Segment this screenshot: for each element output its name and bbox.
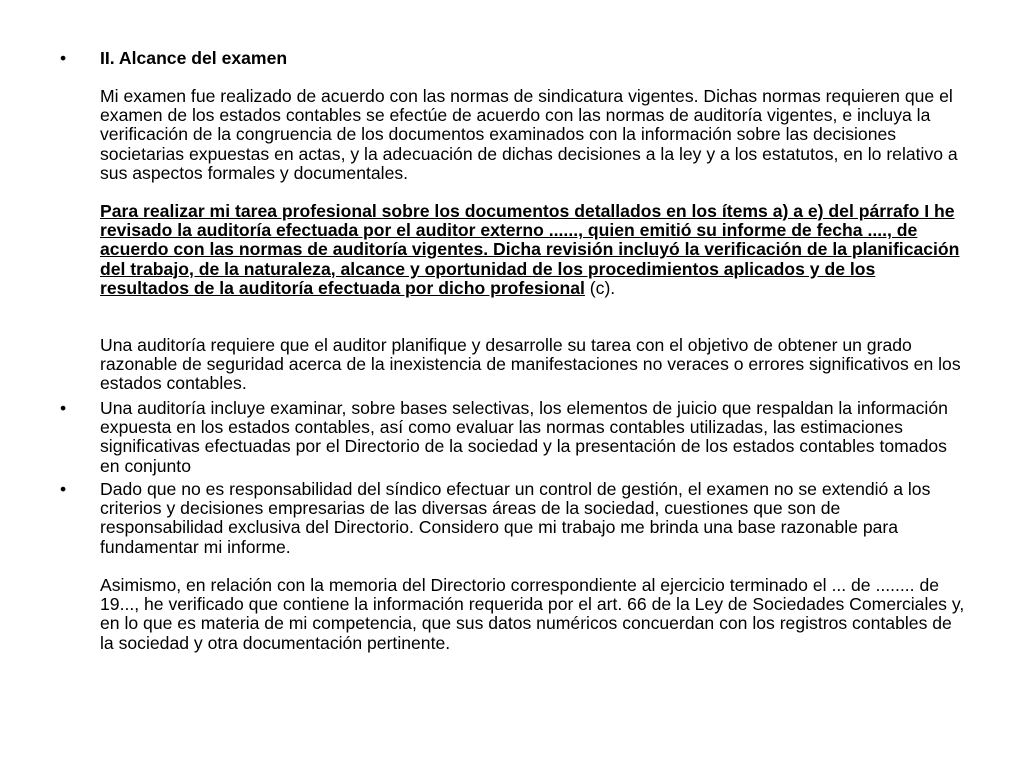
scope-paragraph-3 [100,336,966,394]
scope-text-3: Una auditoría requiere que el auditor planifique y desarrolle su tarea con el objetivo de obtener un grado razonable de seguridad acerca de la inexistencia de manifestaciones no veraces o errores significativos en los estados contables. [100,335,961,394]
bullet-item-audit [60,398,966,476]
scope-text-2-tail: (c). [584,277,616,298]
bullet-marker: • [60,479,67,499]
bullet-item-scope [60,48,966,68]
audit-text: Una auditoría incluye examinar, sobre bases selectivas, los elementos de juicio que respaldan la información expuesta en los estados contables, así como evaluar las normas contables utilizadas, las estimaciones significativas efectuadas por el Directorio de la sociedad y la presentación de los estados contables tomados en conjunto [100,398,948,476]
scope-text-2 [100,202,966,298]
scope-text-1: Mi examen fue realizado de acuerdo con las normas de sindicatura vigentes. Dichas normas requieren que el examen de los estados contables se efectúe de acuerdo con las normas de auditoría vigentes, e incluya la verificación de la congruencia de los documentos examinados con la información sobre las decisiones societarias expuestas en actas, y la adecuación de dichas decisiones a la ley y a los estatutos, en lo relativo a sus aspectos formales y documentales. [100,86,958,183]
syndic-text: Dado que no es responsabilidad del síndico efectuar un control de gestión, el examen no se extendió a los criterios y decisiones empresarias de las diversas áreas de la sociedad, cuestiones que son de responsabilidad exclusiva del Directorio. Considero que mi trabajo me brinda una base razonable para fundamentar mi informe. [100,479,931,557]
scope-paragraph-2 [100,202,966,298]
bullet-marker: • [60,398,67,418]
scope-text-2-emphasis: Para realizar mi tarea profesional sobre los documentos detallados en los ítems a) a e) del párrafo I he revisado la auditoría efectuada por el auditor externo ......, quien emitió su informe de fecha ...., de acuerdo con las normas de auditoría vigentes. Dicha revisión incluyó la verificación de la planificación del trabajo, de la naturaleza, alcance y oportunidad de los procedimientos aplicados y de los resultados de la auditoría efectuada por dicho profesional [100,201,960,298]
bullet-item-syndic [60,479,966,557]
scope-paragraph-1 [100,87,966,183]
memoria-paragraph [100,576,966,653]
section-heading: II. Alcance del examen [100,48,288,68]
memoria-text: Asimismo, en relación con la memoria del Directorio correspondiente al ejercicio terminado el ... de ........ de 19..., he verificado que contiene la información requerida por el art. 66 de la Ley de Sociedades Comerciales y, en lo que es materia de mi competencia, que sus datos numéricos concuerdan con los registros contables de la sociedad y otra documentación pertinente. [100,575,965,653]
bullet-marker: • [60,48,67,68]
